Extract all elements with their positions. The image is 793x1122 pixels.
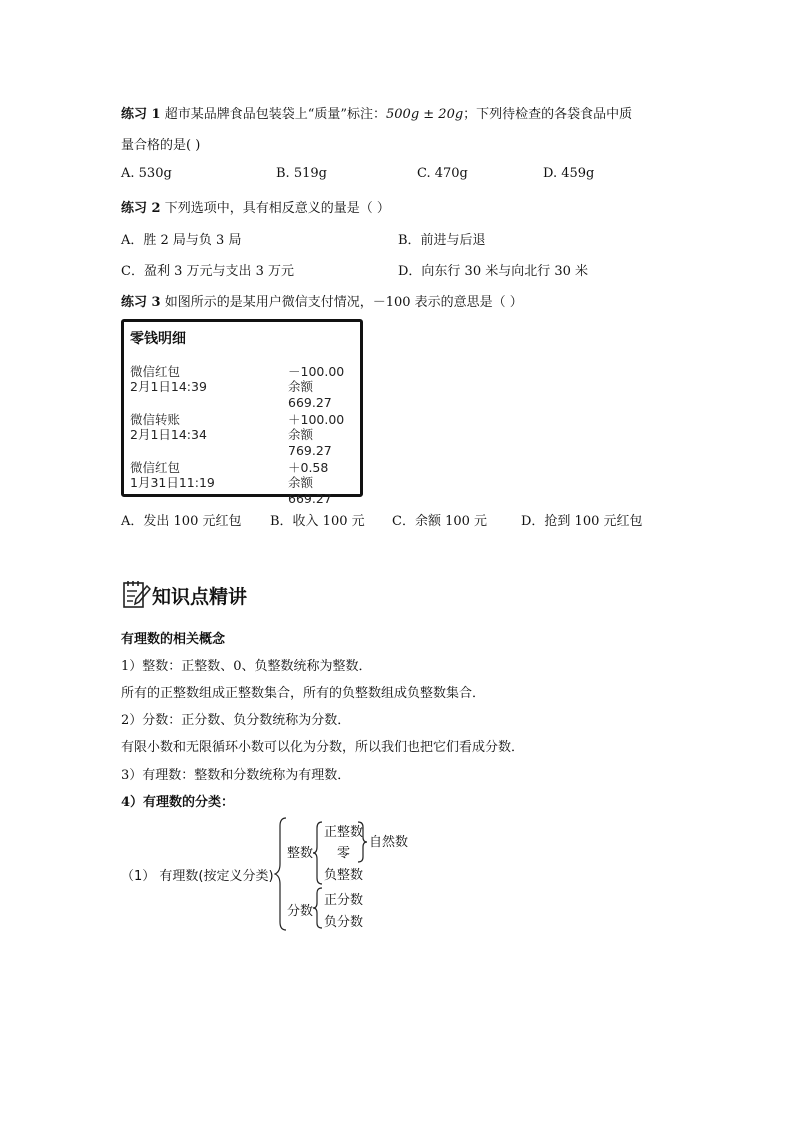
- exercise-1-option-a: A. 530g: [121, 166, 172, 181]
- exercise-2-stem: [121, 197, 390, 216]
- wallet-entry-balance: 余额669.27: [288, 379, 332, 410]
- exercise-3-text: 如图所示的是某用户微信支付情况，－100 表示的意思是（ ）: [164, 295, 523, 310]
- exercise-1-formula: 500g ± 20g: [386, 107, 464, 122]
- section-subtitle: 有理数的相关概念: [121, 632, 226, 647]
- integer-brace: [312, 820, 324, 886]
- exercise-1-text-b: ；下列待检查的各袋食品中质: [463, 107, 633, 122]
- wallet-entry-time: 2月1日14:34: [130, 427, 207, 442]
- wallet-entry-time: 1月31日11:19: [130, 475, 215, 490]
- exercise-3-stem: [121, 291, 523, 310]
- exercise-1-stem-line2: 量合格的是( ): [121, 138, 201, 153]
- tree-fraction: 分数: [287, 904, 314, 919]
- exercise-2-text: 下列选项中，具有相反意义的量是（ ）: [164, 201, 390, 216]
- root-brace: [274, 816, 288, 932]
- exercise-1-option-d: D. 459g: [543, 166, 595, 181]
- wallet-entry-amount: ＋0.58: [288, 460, 329, 475]
- wallet-entry-name: 微信红包: [130, 460, 181, 475]
- wallet-entry: [130, 362, 354, 410]
- wallet-entry: [130, 410, 354, 458]
- natural-brace: [356, 820, 368, 864]
- classification-title: 4）有理数的分类：: [121, 795, 235, 810]
- definition-line: 有限小数和无限循环小数可以化为分数，所以我们也把它们看成分数．: [121, 740, 525, 755]
- definition-line: 1）整数：正整数、0、负整数统称为整数．: [121, 659, 372, 674]
- definition-line: 3）有理数：整数和分数统称为有理数．: [121, 768, 351, 783]
- wallet-entry-amount: ＋100.00: [288, 412, 345, 427]
- exercise-3-option-a: A．发出 100 元红包: [121, 514, 242, 529]
- exercise-1-text-a: 超市某品牌食品包装袋上“质量”标注：: [164, 107, 387, 122]
- notepad-pencil-icon: [121, 578, 151, 610]
- fraction-brace: [312, 886, 324, 930]
- tree-zero: 零: [337, 846, 351, 861]
- wallet-entry-name: 微信转账: [130, 412, 181, 427]
- wallet-entry-name: 微信红包: [130, 364, 181, 379]
- wallet-entry-balance: 余额669.27: [288, 475, 332, 506]
- wallet-entry-balance: 余额769.27: [288, 427, 332, 458]
- exercise-3-label: 练习 3: [121, 295, 161, 310]
- wallet-title: 零钱明细: [130, 331, 186, 347]
- exercise-2-option-d: D．向东行 30 米与向北行 30 米: [398, 264, 589, 279]
- wallet-entry: [130, 458, 354, 506]
- exercise-1-label: 练习 1: [121, 107, 161, 122]
- exercise-3-option-d: D．抢到 100 元红包: [521, 514, 643, 529]
- exercise-2-label: 练习 2: [121, 201, 161, 216]
- exercise-3-option-c: C．余额 100 元: [392, 514, 488, 529]
- definition-line: 所有的正整数组成正整数集合，所有的负整数组成负整数集合．: [121, 686, 486, 701]
- exercise-2-option-b: B．前进与后退: [398, 233, 486, 248]
- section-title: 知识点精讲: [152, 586, 248, 608]
- tree-integer: 整数: [287, 846, 314, 861]
- exercise-1-option-b: B. 519g: [276, 166, 327, 181]
- tree-negative-fraction: 负分数: [324, 915, 364, 930]
- exercise-2-option-a: A．胜 2 局与负 3 局: [121, 233, 242, 248]
- wallet-entry-time: 2月1日14:39: [130, 379, 207, 394]
- tree-negative-integer: 负整数: [324, 868, 364, 883]
- exercise-1-stem: [121, 103, 632, 122]
- tree-natural-number: 自然数: [369, 835, 409, 850]
- tree-positive-fraction: 正分数: [324, 893, 364, 908]
- exercise-1-option-c: C. 470g: [417, 166, 468, 181]
- wallet-statement-figure: [121, 319, 363, 506]
- tree-root: （1） 有理数(按定义分类): [121, 869, 274, 884]
- exercise-2-option-c: C．盈利 3 万元与支出 3 万元: [121, 264, 295, 279]
- exercise-3-option-b: B．收入 100 元: [270, 514, 365, 529]
- wallet-entry-amount: －100.00: [288, 364, 345, 379]
- definition-line: 2）分数：正分数、负分数统称为分数．: [121, 713, 351, 728]
- tree-positive-integer: 正整数: [324, 825, 364, 840]
